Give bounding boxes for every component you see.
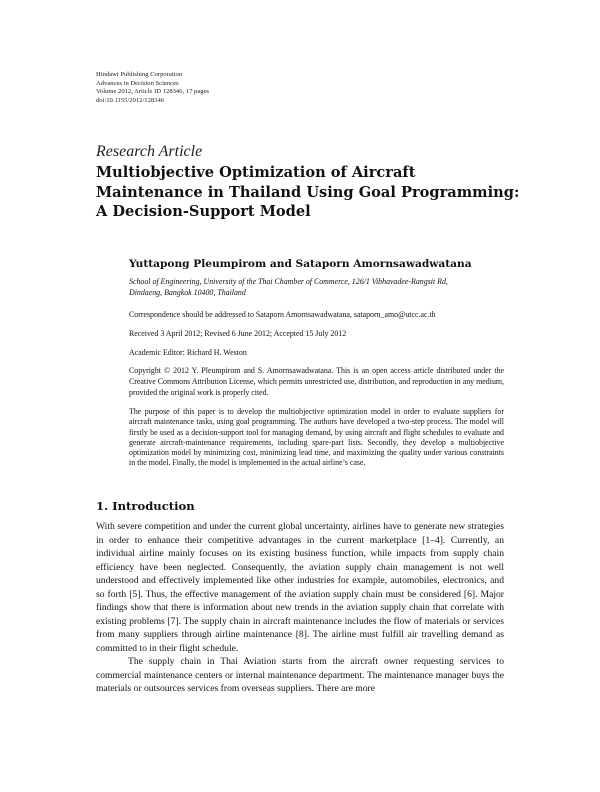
journal-header xyxy=(96,71,396,105)
dates: Received 3 April 2012; Revised 6 June 2012; Accepted 15 July 2012 xyxy=(129,329,347,338)
correspondence: Correspondence should be addressed to Sataporn Amornsawadwatana, sataporn_amo@utcc.ac.th xyxy=(129,310,436,319)
section-heading: 1. Introduction xyxy=(96,499,195,513)
copyright-notice: Copyright © 2012 Y. Pleumpirom and S. Amornsawadwatana. This is an open access article distributed under the Creative Commons Attribution License, which permits unrestricted use, distribution, and reproduction in any medium, provided the original work is properly cited. xyxy=(129,366,504,397)
doi: doi:10.1155/2012/128346 xyxy=(96,96,165,104)
section-body xyxy=(96,520,504,696)
article-type: Research Article xyxy=(96,143,203,160)
volume-info: Volume 2012, Article ID 128346, 17 pages xyxy=(96,88,210,95)
affiliation xyxy=(129,276,509,298)
academic-editor: Academic Editor: Richard H. Weston xyxy=(129,348,247,357)
abstract: The purpose of this paper is to develop the multiobjective optimization model in order to evaluate suppliers for aircraft maintenance tasks, using goal programming. The authors have developed a two-step process. The model will firstly be used as a decision-support tool for managing demand, by using aircraft and flight schedules to evaluate and generate aircraft-maintenance requirements, including spare-part lists. Secondly, they develop a multiobjective optimization model by minimizing cost, minimizing lead time, and maximizing the quality under various constraints in the model. Finally, the model is implemented in the actual airline’s case. xyxy=(129,407,504,468)
title-line: Multiobjective Optimization of Aircraft xyxy=(96,164,416,181)
title-line: A Decision-Support Model xyxy=(96,203,311,220)
paragraph: The supply chain in Thai Aviation starts from the aircraft owner requesting services to commercial maintenance centers or internal maintenance department. The maintenance manager buys the materials or outsources services from overseas suppliers. There are more xyxy=(96,656,504,694)
title-line: Maintenance in Thailand Using Goal Programming: xyxy=(96,183,520,201)
authors: Yuttapong Pleumpirom and Sataporn Amornsawadwatana xyxy=(129,258,472,270)
affiliation-line: School of Engineering, University of the Thai Chamber of Commerce, 126/1 Vibhavadee-Rangsit Rd, xyxy=(129,277,448,286)
publisher: Hindawi Publishing Corporation xyxy=(96,71,183,78)
affiliation-line: Dindaeng, Bangkok 10400, Thailand xyxy=(129,288,246,297)
journal-name: Advances in Decision Sciences xyxy=(96,79,179,87)
paper-title xyxy=(96,163,520,222)
paragraph: With severe competition and under the current global uncertainty, airlines have to generate new strategies in order to enhance their competitive advantages in the current marketplace [1–4]. Currently, an individual airline mainly focuses on its existing business function, while impacts from supply chain efficiency have been neglected. Consequently, the aviation supply chain management is not well understood and effectively implemented like other industries for example, automobiles, electronics, and so forth [5]. Thus, the effective management of the aviation supply chain must be considered [6]. Major findings show that there is information about new trends in the aviation supply chain that correlate with existing problems [7]. The supply chain in aircraft maintenance includes the flow of materials or services from many suppliers through airline maintenance [8]. The airline must fulfill air travelling demand as committed to in their flight schedule. xyxy=(96,521,504,654)
